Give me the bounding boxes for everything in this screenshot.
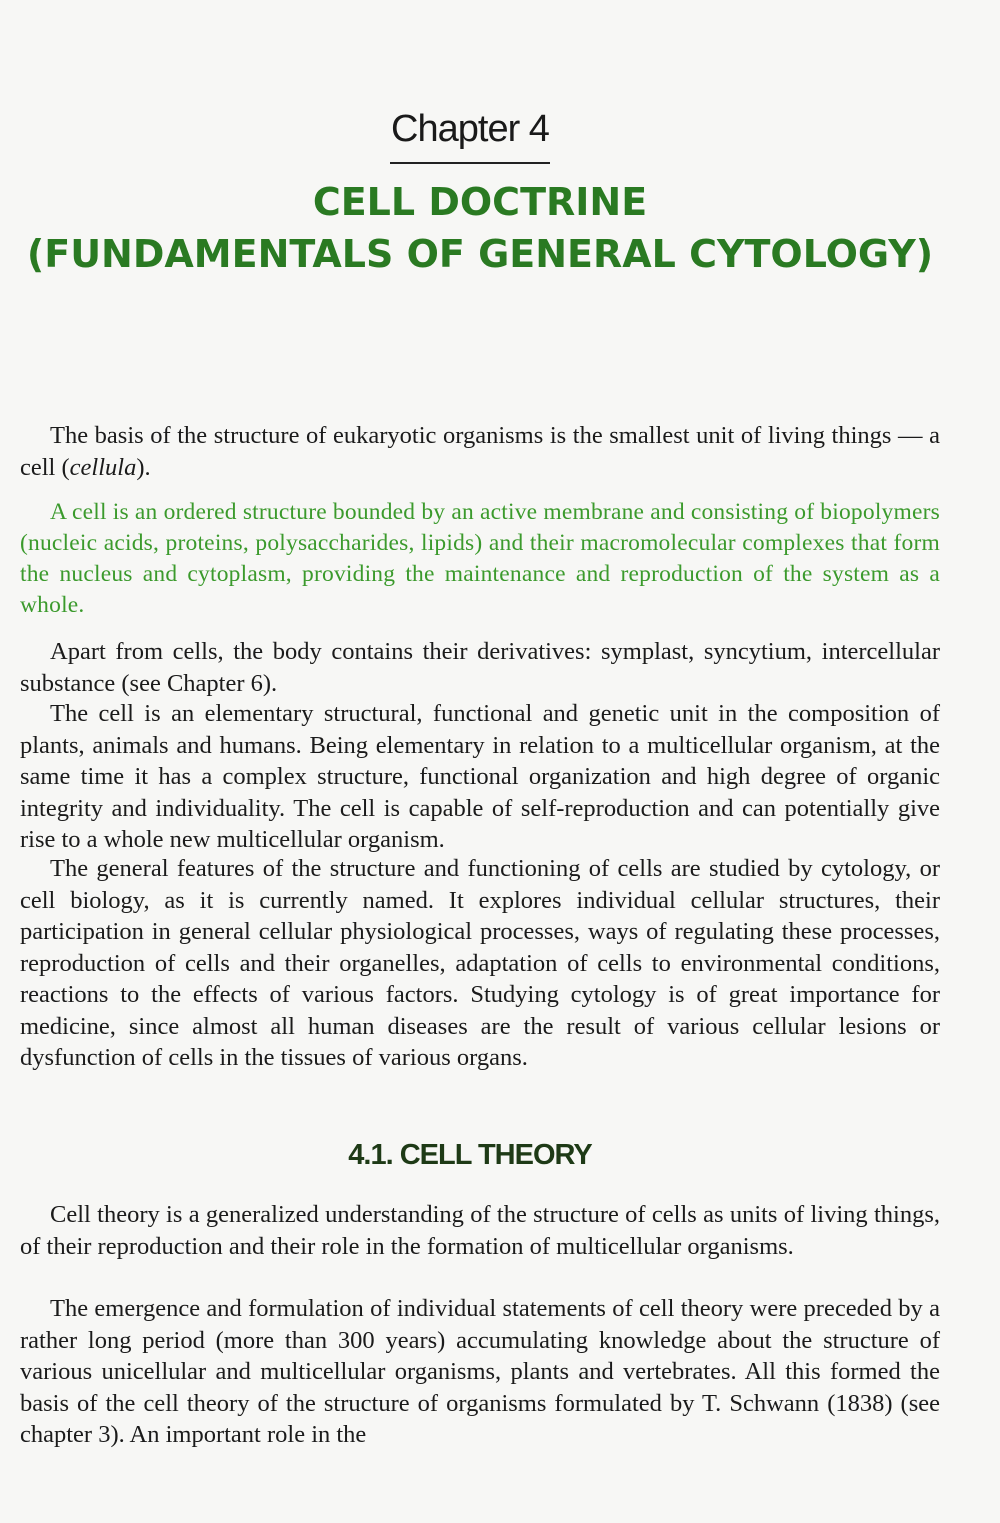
chapter-title-line-1: CELL DOCTRINE bbox=[312, 180, 648, 224]
intro-paragraph-4: The general features of the structure and functioning of cells are studied by cytology, or cell biology, as it is currently named. It explores individual cellular structures, their participation in general cellular physiological processes, ways of regulating these processes, reproduction of cells and their organelles, adaptation of cells to environmental conditions, reactions to the effects of various factors. Studying cytology is of great importance for medicine, since almost all human diseases are the result of various cellular lesions or dysfunction of cells in the tissues of various organs. bbox=[20, 855, 940, 1071]
intro-paragraph-2: Apart from cells, the body contains their derivatives: symplast, syncytium, intercellular substance (see Chapter 6). bbox=[20, 638, 940, 697]
chapter-title bbox=[20, 176, 940, 280]
chapter-underline bbox=[390, 162, 550, 164]
chapter-label: Chapter 4 bbox=[391, 108, 549, 150]
cell-definition: A cell is an ordered structure bounded by an active membrane and consisting of biopolymers (nucleic acids, proteins, polysaccharides, lipids) and their macromolecular complexes that form the nucleus and cytoplasm, providing the maintenance and reproduction of the system as a whole. bbox=[20, 499, 940, 618]
section-paragraph-1: Cell theory is a generalized understanding of the structure of cells as units of living things, of their reproduction and their role in the formation of multicellular organisms. bbox=[20, 1201, 940, 1260]
intro-paragraph-3: The cell is an elementary structural, functional and genetic unit in the composition of plants, animals and humans. Being elementary in relation to a multicellular organism, at the same time it has a complex structure, functional organization and high degree of organic integrity and individuality. The cell is capable of self-reproduction and can potentially give rise to a whole new multicellular organism. bbox=[20, 700, 940, 853]
chapter-title-line-2: (FUNDAMENTALS OF GENERAL CYTOLOGY) bbox=[26, 232, 934, 276]
latin-term: cellula bbox=[69, 453, 137, 481]
section-heading: 4.1. CELL THEORY bbox=[348, 1139, 592, 1171]
intro-paragraph-1: The basis of the structure of eukaryotic organisms is the smallest unit of living things — a cell (cellula). bbox=[20, 422, 940, 481]
section-paragraph-2: The emergence and formulation of individual statements of cell theory were preceded by a rather long period (more than 300 years) accumulating knowledge about the structure of various unicellular and multicellular organisms, plants and vertebrates. All this formed the basis of the cell theory of the structure of organisms formulated by T. Schwann (1838) (see chapter 3). An important role in the bbox=[20, 1295, 940, 1448]
